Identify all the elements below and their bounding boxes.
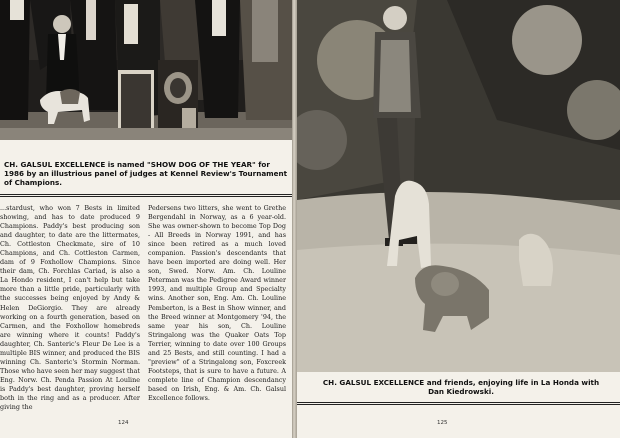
photo-caption: CH. GALSUL EXCELLENCE is named "SHOW DOG OF THE YEAR" for 1986 by an illustrious panel of judges at Kennel Review's Tournament of Champions. — [4, 160, 288, 187]
text-column-left — [0, 204, 140, 414]
page-number: 124 — [118, 420, 129, 426]
body-text: ...stardust, who won 7 Bests in limited showing, and has to date produced 9 Champions. Paddy's best producing son and daughter, to date are the littermates, Ch. Cottleston Checkmate, sire of 10 Champions, and Ch. Cottleston Carmen, dam of 9 Foxhollow Champions. Since their dam, Ch. Forchlas Cariad, is also a La Hondo resident, I can't help but take more than a little pride, particularly with the successes being enjoyed by Andy & Helen DeGiorgio. They are already working on a fourth generation, based on Carmen, and the Foxhollow homebreds are winning where it counts! Paddy's daughter, Ch. Santeric's Fleur De Lee is a multiple BIS winner, and produced the BIS winning Ch. Santeric's Stormin Norman. Those who have seen her may suggest that Eng. Norw. Ch. Penda Passion At Louline is Paddy's best daughter, proving herself both in the ring and as a producer. After giving the — [0, 204, 140, 412]
photo-caption: CH. GALSUL EXCELLENCE and friends, enjoying life in La Honda with Dan Kiedrowski. — [322, 378, 600, 396]
section-divider — [0, 194, 292, 197]
section-divider — [297, 402, 620, 405]
right-page — [297, 0, 620, 438]
text-column-right — [148, 204, 286, 414]
page-number: 125 — [437, 420, 448, 426]
award-photo — [0, 0, 292, 140]
left-page — [0, 0, 292, 438]
body-text: Pedersens two litters, she went to Grethe Bergendahl in Norway, as a 6 year-old. She was owner-shown to become Top Dog - All Breeds in Norway 1991, and has since been retired as a much loved companion. Passion's descendants that have been imported are doing well. Her son, Swed. Norw. Am. Ch. Louline Peterman was the Pedigree Award winner 1993, and multiple Group and Specialty wins. Another son, Eng. Am. Ch. Louline Pemberton, is a Best in Show winner, and the Breed winner at Montgomery '94, the same year his son, Ch. Louline Stringalong was the Quaker Oats Top Terrier, winning to date over 100 Groups and 25 Bests, and still counting. I had a "preview" of a Stringalong son, Foxcreek Footsteps, that is sure to have a future. A complete line of Champion descendancy based on Irish, Eng. & Am. Ch. Galsul Excellence follows. — [148, 204, 286, 402]
outdoor-photo — [297, 0, 620, 372]
